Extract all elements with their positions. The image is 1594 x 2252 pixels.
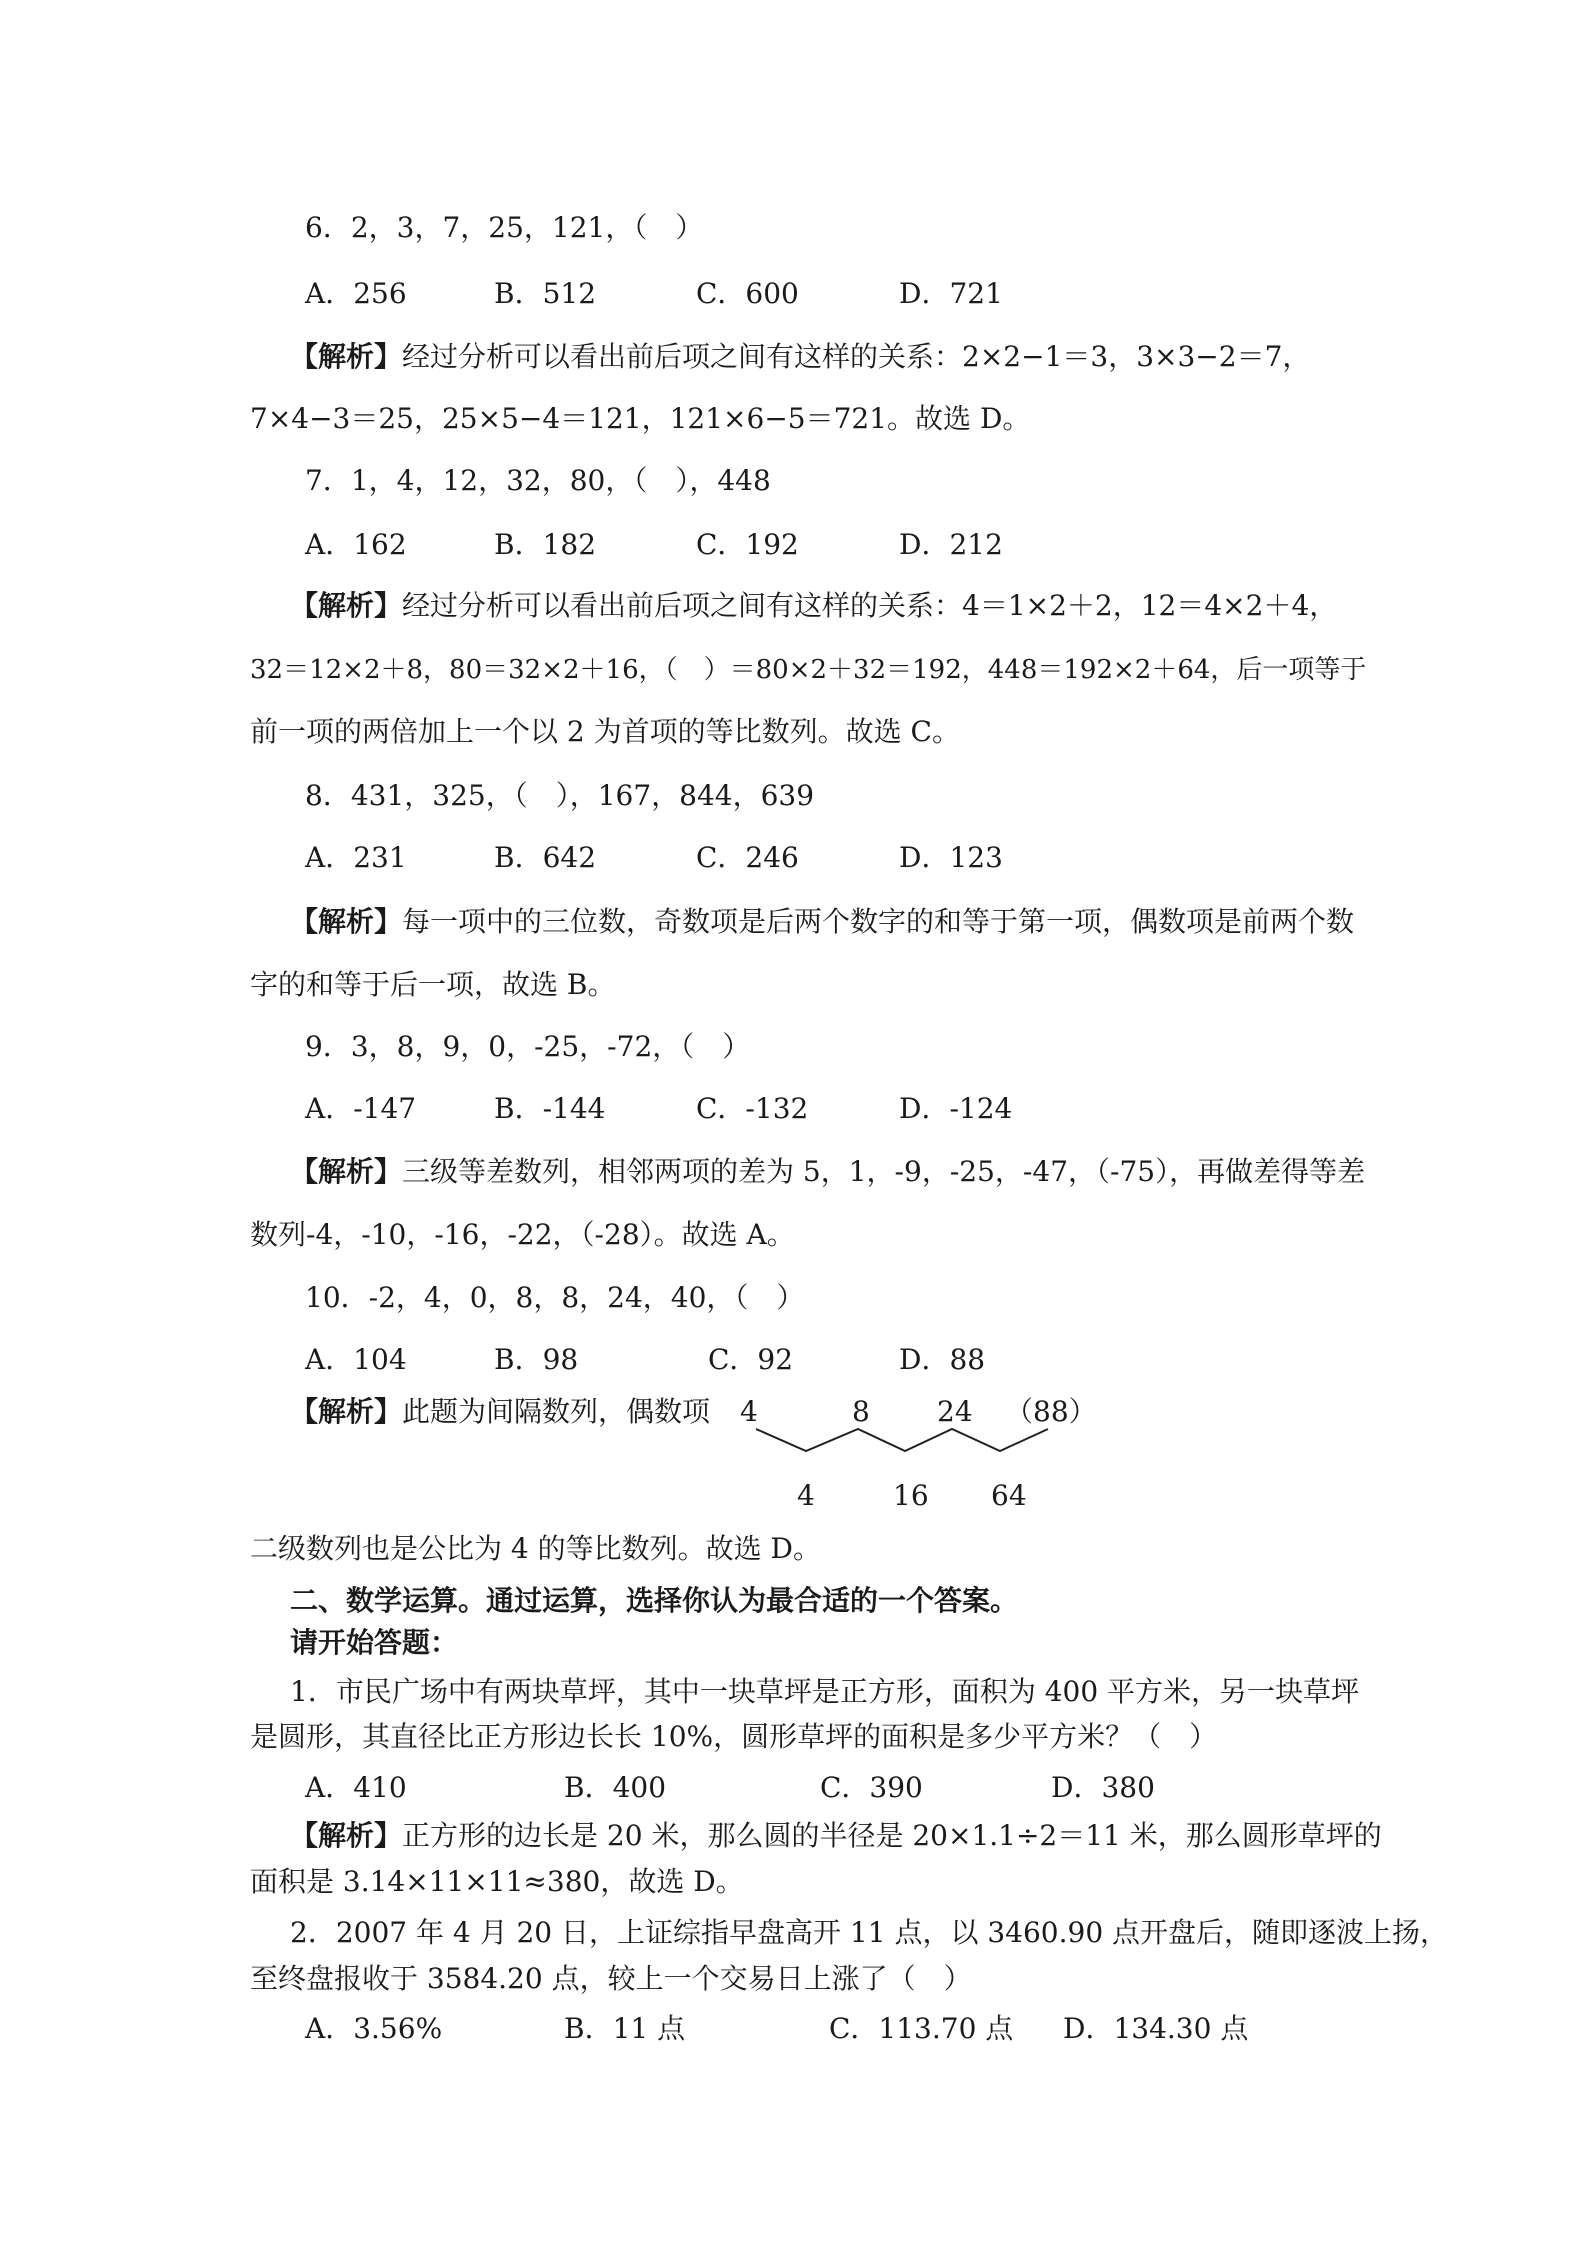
q8-option-c: C．246 bbox=[696, 841, 799, 874]
q9-option-c: C．-132 bbox=[696, 1092, 809, 1125]
analysis-text: 经过分析可以看出前后项之间有这样的关系：4＝1×2＋2，12＝4×2＋4， bbox=[402, 589, 1338, 622]
q10-option-b: B．98 bbox=[494, 1343, 579, 1376]
question-9-stem: 9．3，8，9，0，-25，-72，（ ） bbox=[305, 1030, 751, 1063]
q7-option-b: B．182 bbox=[494, 528, 597, 561]
math-1-stem-line-1: 1．市民广场中有两块草坪，其中一块草坪是正方形，面积为 400 平方米，另一块草坪 bbox=[290, 1675, 1360, 1708]
question-7-stem: 7．1，4，12，32，80，（ ），448 bbox=[305, 464, 771, 497]
q9-option-b: B．-144 bbox=[494, 1092, 606, 1125]
q6-analysis-line-2: 7×4−3＝25，25×5−4＝121，121×6−5＝721。故选 D。 bbox=[250, 402, 1031, 435]
analysis-label: 【解析】 bbox=[290, 1155, 403, 1188]
q7-option-c: C．192 bbox=[696, 528, 799, 561]
m2-option-b: B．11 点 bbox=[564, 2012, 686, 2045]
q9-analysis-line-2: 数列-4，-10，-16，-22，（-28）。故选 A。 bbox=[250, 1218, 795, 1251]
q7-option-d: D．212 bbox=[899, 528, 1003, 561]
m2-option-a: A．3.56% bbox=[305, 2012, 443, 2045]
q9-option-d: D．-124 bbox=[899, 1092, 1013, 1125]
analysis-text: 每一项中的三位数，奇数项是后两个数字的和等于第一项，偶数项是前两个数 bbox=[402, 905, 1355, 938]
q8-option-d: D．123 bbox=[899, 841, 1003, 874]
q6-option-b: B．512 bbox=[494, 277, 597, 310]
zigzag-line bbox=[756, 1429, 1048, 1451]
q8-option-b: B．642 bbox=[494, 841, 597, 874]
diagram-bottom-1: 4 bbox=[797, 1479, 815, 1512]
q10-option-a: A．104 bbox=[305, 1343, 407, 1376]
q9-option-a: A．-147 bbox=[305, 1092, 417, 1125]
analysis-label: 【解析】 bbox=[290, 1819, 403, 1852]
analysis-text: 三级等差数列，相邻两项的差为 5，1，-9，-25，-47，（-75），再做差得等差 bbox=[402, 1155, 1366, 1188]
q6-option-a: A．256 bbox=[305, 277, 407, 310]
math-2-stem-line-2: 至终盘报收于 3584.20 点，较上一个交易日上涨了（ ） bbox=[250, 1962, 972, 1995]
section-start: 请开始答题： bbox=[290, 1626, 459, 1659]
m1-option-d: D．380 bbox=[1051, 1771, 1155, 1804]
m1-option-c: C．390 bbox=[820, 1771, 923, 1804]
q8-option-a: A．231 bbox=[305, 841, 407, 874]
diagram-top-4: （88） bbox=[1005, 1395, 1097, 1428]
analysis-text: 此题为间隔数列，偶数项 bbox=[402, 1395, 711, 1428]
m1-analysis-line-2: 面积是 3.14×11×11≈380，故选 D。 bbox=[250, 1865, 744, 1898]
m1-analysis-line-1 bbox=[290, 1819, 1382, 1853]
diagram-top-3: 24 bbox=[937, 1395, 973, 1428]
diagram-bottom-2: 16 bbox=[893, 1479, 929, 1512]
section-heading: 二、数学运算。通过运算，选择你认为最合适的一个答案。 bbox=[290, 1584, 1019, 1617]
math-2-stem-line-1: 2．2007 年 4 月 20 日，上证综指早盘高开 11 点，以 3460.90 点开盘后，随即逐波上扬， bbox=[290, 1916, 1449, 1949]
q10-analysis-line-2: 二级数列也是公比为 4 的等比数列。故选 D。 bbox=[250, 1532, 821, 1565]
q10-option-d: D．88 bbox=[899, 1343, 986, 1376]
analysis-label: 【解析】 bbox=[290, 589, 403, 622]
question-6-stem: 6．2，3，7，25，121，（ ） bbox=[305, 211, 704, 244]
analysis-text: 经过分析可以看出前后项之间有这样的关系：2×2−1＝3，3×3−2＝7， bbox=[402, 340, 1311, 373]
question-10-stem: 10．-2，4，0，8，8，24，40，（ ） bbox=[305, 1281, 805, 1314]
m2-option-c: C．113.70 点 bbox=[829, 2012, 1014, 2045]
math-1-stem-line-2: 是圆形，其直径比正方形边长长 10%，圆形草坪的面积是多少平方米？（ ） bbox=[250, 1720, 1218, 1753]
analysis-label: 【解析】 bbox=[290, 905, 403, 938]
m1-option-b: B．400 bbox=[564, 1771, 667, 1804]
q6-option-c: C．600 bbox=[696, 277, 799, 310]
question-8-stem: 8．431，325，（ ），167，844，639 bbox=[305, 779, 815, 812]
m2-option-d: D．134.30 点 bbox=[1063, 2012, 1249, 2045]
analysis-label: 【解析】 bbox=[290, 1395, 403, 1428]
q8-analysis-line-2: 字的和等于后一项，故选 B。 bbox=[250, 968, 616, 1001]
diagram-bottom-3: 64 bbox=[991, 1479, 1027, 1512]
diagram-top-1: 4 bbox=[740, 1395, 758, 1428]
m1-option-a: A．410 bbox=[305, 1771, 407, 1804]
analysis-label: 【解析】 bbox=[290, 340, 403, 373]
q6-option-d: D．721 bbox=[899, 277, 1003, 310]
analysis-text: 正方形的边长是 20 米，那么圆的半径是 20×1.1÷2＝11 米，那么圆形草坪的 bbox=[402, 1819, 1382, 1852]
diagram-top-2: 8 bbox=[852, 1395, 870, 1428]
q7-analysis-line-3: 前一项的两倍加上一个以 2 为首项的等比数列。故选 C。 bbox=[250, 715, 960, 748]
q7-analysis-line-2: 32＝12×2＋8，80＝32×2＋16，（ ）＝80×2＋32＝192，448＝192×2＋64，后一项等于 bbox=[250, 655, 1367, 685]
q7-option-a: A．162 bbox=[305, 528, 407, 561]
q10-option-c: C．92 bbox=[708, 1343, 794, 1376]
